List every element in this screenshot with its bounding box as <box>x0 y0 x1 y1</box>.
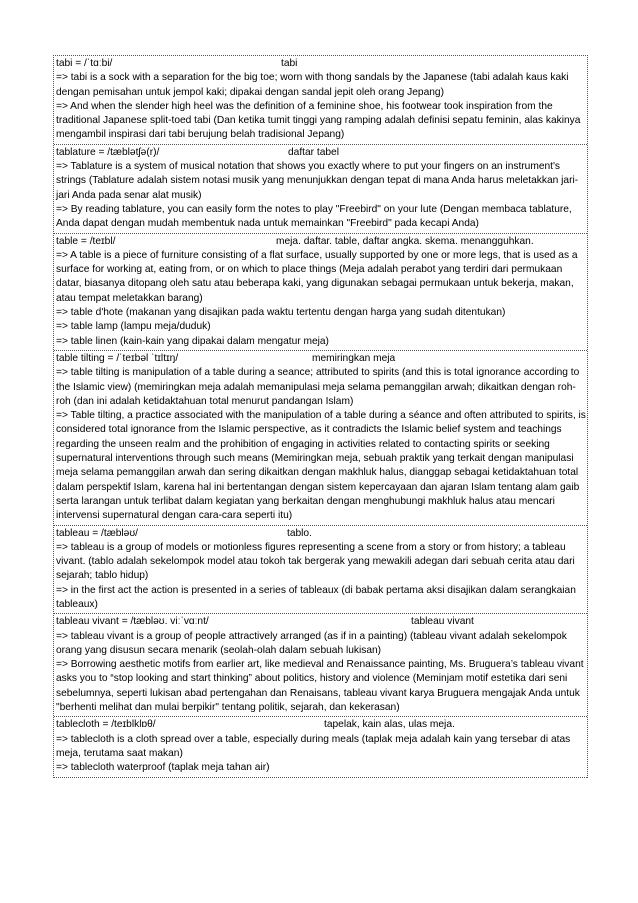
example-line: => in the first act the action is presented in a series of tableaux (di babak pertama aksi disajikan dalam serangkaian tableaux) <box>56 584 576 610</box>
headword-translation: tableau vivant <box>411 616 474 628</box>
definition-line: => Tablature is a system of musical notation that shows you exactly where to put your fingers on an instrument's strings (Tablature adalah sistem notasi musik yang menunjukkan dengan tepat di mana Anda harus meletakkan jari-jari Anda pada senar alat musik) <box>56 161 579 201</box>
headword-line <box>56 527 586 541</box>
headword-translation: tablo. <box>287 527 312 539</box>
headword-line <box>56 718 586 732</box>
phrase-line: => table lamp (lampu meja/duduk) <box>56 321 211 333</box>
headword-term: tablature = /tæblətʃə(r)/ <box>56 146 160 158</box>
headword-term: table tilting = /ˈteɪbəl ˈtɪltɪŋ/ <box>56 352 179 364</box>
headword-line <box>56 235 586 249</box>
definition-line: => tableau vivant is a group of people attractively arranged (as if in a painting) (tableau vivant adalah sekelompok orang yang disusun secara menarik (seolah-olah dalam sebuah lukisan) <box>56 630 567 656</box>
phrase-line: => tablecloth waterproof (taplak meja tahan air) <box>56 762 270 774</box>
entry-tabi <box>54 56 587 145</box>
example-line: => Table tilting, a practice associated with the manipulation of a table during a séance and often attributed to spirits, is considered total ignorance from the Islamic perspective, as it contradicts the Islamic belief system and teachings regarding the unseen realm and the prohibition of engaging in activities related to contacting spirits or seeking supernatural interventions through such means (Memiringkan meja, sebuah praktik yang terkait dengan manipulasi meja selama pemanggilan arwah dan sering dikaitkan dengan makhluk halus, dianggap sebagai ketidaktahuan total dalam perspektif Islam, karena hal ini bertentangan dengan sistem kepercayaan dan ajaran Islam tentang alam gaib serta larangan untuk terlibat dalam kegiatan yang berkaitan dengan menghubungi makhluk halus atau mencari intervensi supernatural dengan cara-cara seperti itu) <box>56 410 586 522</box>
definition-line: => tableau is a group of models or motionless figures representing a scene from a story or from history; a tableau vivant. (tablo adalah sekelompok model atau tokoh tak bergerak yang mewakili adegan dari sebuah cerita atau dari sejarah; tablo hidup) <box>56 541 575 582</box>
headword-line <box>56 615 586 629</box>
headword-line <box>56 146 586 160</box>
headword-translation: tabi <box>281 58 298 69</box>
headword-term: tableau = /tæbləʊ/ <box>56 527 138 539</box>
definition-line: => tablecloth is a cloth spread over a table, especially during meals (taplak meja adalah kain yang tersebar di atas meja, terutama saat makan) <box>56 733 571 759</box>
dictionary-document <box>53 55 588 778</box>
headword-translation: meja. daftar. table, daftar angka. skema. menangguhkan. <box>276 235 534 247</box>
entry-tablature <box>54 145 587 234</box>
example-line: => And when the slender high heel was the definition of a feminine shoe, his footwear took inspiration from the traditional Japanese split-toed tabi (Dan ketika tumit tinggi yang ramping adalah definisi sepatu feminin, alas kakinya mengambil inspirasi dari tabi berujung belah tradisional Jepang) <box>56 100 581 141</box>
entry-tableau-vivant <box>54 614 587 717</box>
entry-tablecloth <box>54 717 587 777</box>
headword-line <box>56 57 586 71</box>
entry-tableau <box>54 526 587 615</box>
definition-line: => table tilting is manipulation of a table during a seance; attributed to spirits (and this is total ignorance according to the Islamic view) (memiringkan meja adalah memanipulasi meja selama pemanggilan arwah; dikaitkan dengan roh-roh (dan ini adalah ketidaktahuan total menurut pandangan Islam) <box>56 367 580 407</box>
headword-term: tableau vivant = /tæbləʊ. viːˈvɑːnt/ <box>56 616 209 628</box>
headword-line <box>56 352 586 366</box>
example-line: => Borrowing aesthetic motifs from earlier art, like medieval and Renaissance painting, Ms. Bruguera’s tableau vivant asks you to “stop looking and start thinking” about politics, history and violence (Meminjam motif estetika dari seni sebelumnya, seperti lukisan abad pertengahan dan Renaisans, tableau vivant karya Bruguera mengajak Anda untuk "berhenti melihat dan mulai berpikir" tentang politik, sejarah, dan kekerasan) <box>56 659 584 714</box>
entry-table-tilting <box>54 351 587 526</box>
entry-table <box>54 234 587 351</box>
headword-translation: tapelak, kain alas, ulas meja. <box>324 719 455 731</box>
headword-term: tabi = /ˈtɑːbi/ <box>56 58 113 69</box>
phrase-line: => table d'hote (makanan yang disajikan pada waktu tertentu dengan harga yang sudah ditentukan) <box>56 307 506 319</box>
phrase-line: => table linen (kain-kain yang dipakai dalam mengatur meja) <box>56 335 329 347</box>
headword-translation: memiringkan meja <box>312 352 396 364</box>
headword-translation: daftar tabel <box>288 146 339 158</box>
example-line: => By reading tablature, you can easily form the notes to play "Freebird" on your lute (Dengan membaca tablature, Anda dapat dengan mudah membentuk nada untuk memainkan "Freebird" pada kecapi Anda) <box>56 203 572 230</box>
headword-term: table = /teɪbl/ <box>56 235 116 247</box>
headword-term: tablecloth = /teɪblklɒθ/ <box>56 719 156 731</box>
definition-line: => A table is a piece of furniture consisting of a flat surface, usually supported by one or more legs, that is used as a surface for working at, eating from, or on which to place things (Meja adalah perabot yang terdiri dari permukaan datar, biasanya ditopang oleh satu atau beberapa kaki, yang digunakan sebagai permukaan untuk bekerja, makan, atau tempat meletakkan barang) <box>56 249 578 304</box>
definition-line: => tabi is a sock with a separation for the big toe; worn with thong sandals by the Japanese (tabi adalah kaus kaki dengan pemisahan untuk jempol kaki; dipakai dengan sandal jepit oleh orang Jepang) <box>56 72 569 98</box>
